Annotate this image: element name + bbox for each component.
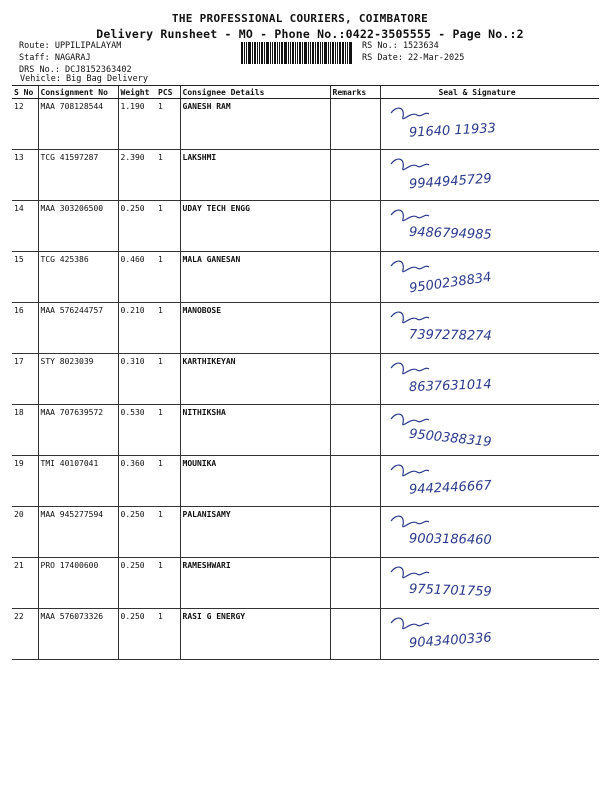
signature-phone-number: 91640 11933 (408, 121, 496, 141)
col-header-consignee: Consignee Details (180, 86, 330, 99)
weight-cell: 1.190 (118, 99, 156, 150)
sno-cell: 19 (12, 456, 38, 507)
sno-cell: 21 (12, 558, 38, 609)
handwritten-signature (381, 303, 581, 351)
handwritten-signature (381, 99, 581, 147)
signature-phone-number: 9944945729 (408, 171, 492, 193)
signature-scribble (391, 414, 429, 425)
consignment-cell: MAA 945277594 (38, 507, 118, 558)
consignee-cell: RASI G ENERGY (180, 609, 330, 660)
barcode-bar (277, 42, 278, 64)
consignee-cell: MOUNIKA (180, 456, 330, 507)
barcode-bar (312, 42, 314, 64)
remarks-cell (330, 150, 380, 201)
barcode-bar (328, 42, 329, 64)
col-header-signature: Seal & Signature (380, 86, 599, 99)
signature-scribble (391, 159, 429, 170)
remarks-cell (330, 252, 380, 303)
barcode-bar (332, 42, 334, 64)
sno-cell: 15 (12, 252, 38, 303)
weight-cell: 0.360 (118, 456, 156, 507)
barcode-bar (315, 42, 316, 64)
consignee-cell: KARTHIKEYAN (180, 354, 330, 405)
consignment-cell: STY 8023039 (38, 354, 118, 405)
signature-cell (380, 252, 599, 303)
remarks-cell (330, 201, 380, 252)
signature-scribble (391, 312, 429, 323)
barcode-bar (279, 42, 280, 64)
table-row (12, 150, 599, 201)
barcode-bar (337, 42, 338, 64)
weight-cell: 0.250 (118, 558, 156, 609)
barcode-bar (284, 42, 287, 64)
barcode-bar (241, 42, 243, 64)
barcode-bar (288, 42, 289, 64)
signature-phone-number: 7397278274 (408, 327, 492, 344)
rs-number: RS No.: 1523634 (362, 41, 439, 51)
barcode-bar (308, 42, 309, 64)
col-header-sno: S No (12, 86, 38, 99)
signature-scribble (391, 465, 429, 476)
signature-phone-number: 9751701759 (408, 581, 492, 600)
pcs-cell: 1 (156, 456, 180, 507)
consignee-cell: GANESH RAM (180, 99, 330, 150)
handwritten-signature (381, 558, 581, 606)
barcode-bar (252, 42, 253, 64)
barcode-bar (342, 42, 344, 64)
barcode-bar (248, 42, 251, 64)
handwritten-signature (381, 609, 581, 657)
signature-phone-number: 9486794985 (408, 224, 492, 243)
barcode-bar (320, 42, 321, 64)
barcode-bar (259, 42, 260, 64)
consignee-cell: MANOBOSE (180, 303, 330, 354)
consignment-cell: MAA 303206500 (38, 201, 118, 252)
weight-cell: 0.250 (118, 609, 156, 660)
barcode-bar (349, 42, 352, 64)
consignment-cell: TCG 41597287 (38, 150, 118, 201)
barcode-bar (261, 42, 263, 64)
barcode-bar (266, 42, 269, 64)
remarks-cell (330, 405, 380, 456)
pcs-cell: 1 (156, 150, 180, 201)
signature-cell (380, 201, 599, 252)
sno-cell: 16 (12, 303, 38, 354)
handwritten-signature (381, 201, 581, 249)
remarks-cell (330, 99, 380, 150)
signature-cell (380, 507, 599, 558)
pcs-cell: 1 (156, 99, 180, 150)
weight-cell: 0.530 (118, 405, 156, 456)
signature-scribble (391, 363, 429, 374)
pcs-cell: 1 (156, 558, 180, 609)
remarks-cell (330, 456, 380, 507)
barcode-bar (302, 42, 303, 64)
table-row (12, 354, 599, 405)
runsheet-subtitle: Delivery Runsheet - MO - Phone No.:0422-3505555 - Page No.:2 (96, 27, 524, 41)
staff-text: Staff: NAGARAJ (19, 53, 91, 63)
consignee-cell: PALANISAMY (180, 507, 330, 558)
sno-cell: 13 (12, 150, 38, 201)
consignee-cell: LAKSHMI (180, 150, 330, 201)
signature-cell (380, 99, 599, 150)
barcode-bar (264, 42, 265, 64)
barcode-image (241, 42, 355, 64)
consignee-cell: RAMESHWARI (180, 558, 330, 609)
barcode-bar (345, 42, 346, 64)
table-row (12, 252, 599, 303)
signature-scribble (391, 567, 429, 578)
weight-cell: 0.460 (118, 252, 156, 303)
barcode-bar (330, 42, 331, 64)
drs-number: DRS No.: DCJ8152363402 (19, 65, 132, 75)
barcode-bar (257, 42, 258, 64)
pcs-cell: 1 (156, 252, 180, 303)
handwritten-signature (381, 507, 581, 555)
consignment-cell: MAA 576073326 (38, 609, 118, 660)
signature-scribble (391, 516, 429, 527)
weight-cell: 2.390 (118, 150, 156, 201)
table-row (12, 507, 599, 558)
weight-cell: 0.310 (118, 354, 156, 405)
barcode-bar (335, 42, 336, 64)
signature-scribble (391, 108, 429, 119)
remarks-cell (330, 354, 380, 405)
barcode-bar (299, 42, 301, 64)
table-row (12, 405, 599, 456)
consignment-cell: MAA 707639572 (38, 405, 118, 456)
remarks-cell (330, 303, 380, 354)
barcode-bar (274, 42, 276, 64)
runsheet-table (12, 85, 599, 660)
barcode-bar (295, 42, 296, 64)
consignment-cell: TCG 425386 (38, 252, 118, 303)
pcs-cell: 1 (156, 201, 180, 252)
remarks-cell (330, 558, 380, 609)
company-title: THE PROFESSIONAL COURIERS, COIMBATORE (171, 12, 429, 25)
handwritten-signature (381, 150, 581, 198)
consignment-cell: TMI 40107041 (38, 456, 118, 507)
barcode-bar (304, 42, 307, 64)
signature-cell (380, 150, 599, 201)
col-header-pcs: PCS (156, 86, 180, 99)
barcode-bar (317, 42, 319, 64)
signature-scribble (391, 618, 429, 629)
weight-cell: 0.210 (118, 303, 156, 354)
vehicle-text: Vehicle: Big Bag Delivery (20, 74, 148, 84)
pcs-cell: 1 (156, 609, 180, 660)
table-row (12, 456, 599, 507)
handwritten-signature (381, 456, 581, 504)
consignee-cell: UDAY TECH ENGG (180, 201, 330, 252)
handwritten-signature (381, 354, 581, 402)
signature-phone-number: 8637631014 (408, 377, 492, 396)
barcode-bar (324, 42, 327, 64)
pcs-cell: 1 (156, 303, 180, 354)
sno-cell: 14 (12, 201, 38, 252)
pcs-cell: 1 (156, 507, 180, 558)
barcode-bar (347, 42, 348, 64)
weight-cell: 0.250 (118, 201, 156, 252)
remarks-cell (330, 507, 380, 558)
barcode-bar (310, 42, 311, 64)
table-row (12, 558, 599, 609)
consignment-cell: MAA 708128544 (38, 99, 118, 150)
signature-phone-number: 9500238834 (407, 270, 492, 297)
barcode-bar (244, 42, 245, 64)
signature-cell (380, 354, 599, 405)
remarks-cell (330, 609, 380, 660)
barcode-bar (292, 42, 294, 64)
sno-cell: 12 (12, 99, 38, 150)
signature-phone-number: 9500388319 (407, 426, 492, 451)
route-text: Route: UPPILIPALAYAM (19, 41, 122, 51)
pcs-cell: 1 (156, 405, 180, 456)
consignment-cell: PRO 17400600 (38, 558, 118, 609)
signature-scribble (391, 210, 429, 221)
col-header-consignment: Consignment No (38, 86, 118, 99)
signature-cell (380, 558, 599, 609)
barcode-bar (290, 42, 291, 64)
col-header-weight: Weight (118, 86, 156, 99)
table-row (12, 99, 599, 150)
col-header-remarks: Remarks (330, 86, 380, 99)
handwritten-signature (381, 405, 581, 453)
signature-phone-number: 9043400336 (408, 630, 492, 652)
sno-cell: 17 (12, 354, 38, 405)
barcode-bar (322, 42, 323, 64)
table-header-row (12, 86, 599, 99)
signature-scribble (391, 261, 429, 272)
barcode-bar (246, 42, 247, 64)
barcode-bar (254, 42, 256, 64)
barcode-bar (281, 42, 283, 64)
rs-date: RS Date: 22-Mar-2025 (362, 53, 465, 63)
handwritten-signature (381, 252, 581, 300)
consignment-cell: MAA 576244757 (38, 303, 118, 354)
signature-cell (380, 609, 599, 660)
weight-cell: 0.250 (118, 507, 156, 558)
table-row (12, 609, 599, 660)
signature-cell (380, 456, 599, 507)
table-row (12, 303, 599, 354)
consignee-cell: NITHIKSHA (180, 405, 330, 456)
sno-cell: 18 (12, 405, 38, 456)
signature-cell (380, 405, 599, 456)
sno-cell: 22 (12, 609, 38, 660)
signature-cell (380, 303, 599, 354)
barcode-bar (272, 42, 273, 64)
signature-phone-number: 9003186460 (408, 531, 492, 548)
barcode-bar (297, 42, 298, 64)
consignee-cell: MALA GANESAN (180, 252, 330, 303)
sno-cell: 20 (12, 507, 38, 558)
signature-phone-number: 9442446667 (408, 478, 492, 498)
pcs-cell: 1 (156, 354, 180, 405)
barcode-bar (270, 42, 271, 64)
table-row (12, 201, 599, 252)
barcode-bar (339, 42, 341, 64)
